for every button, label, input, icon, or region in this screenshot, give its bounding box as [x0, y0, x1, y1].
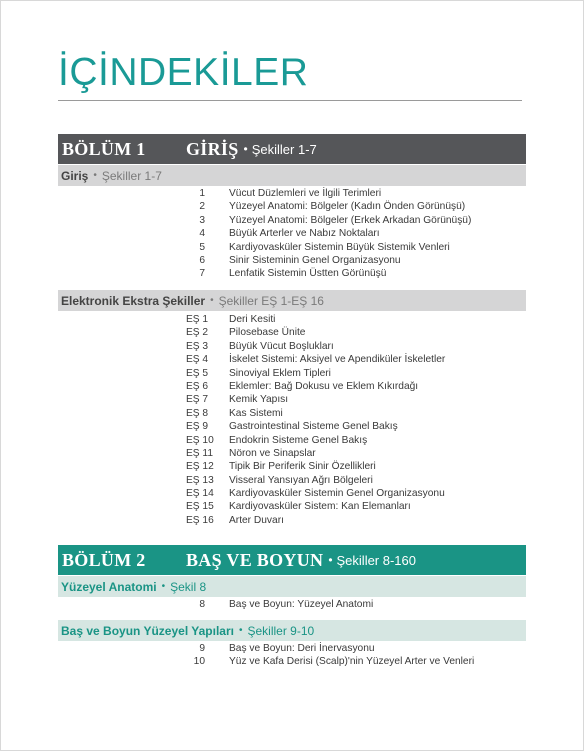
toc-entry[interactable]: [1, 655, 584, 668]
figure-title: Visseral Yansıyan Ağrı Bölgeleri: [229, 474, 373, 486]
figure-title: Nöron ve Sinapslar: [229, 447, 316, 459]
toc-entry[interactable]: [1, 254, 584, 267]
section-header-head-neck-superficial: [58, 620, 526, 641]
figure-number: EŞ 16: [186, 514, 214, 526]
figure-number: 1: [199, 188, 205, 199]
toc-entry[interactable]: [1, 380, 584, 393]
figure-title: Baş ve Boyun: Yüzeyel Anatomi: [229, 599, 374, 610]
toc-entry[interactable]: [1, 326, 584, 339]
toc-entry[interactable]: [1, 487, 584, 500]
figure-number: EŞ 15: [186, 501, 214, 513]
toc-entry[interactable]: [1, 500, 584, 513]
figure-number: EŞ 8: [186, 407, 209, 419]
toc-entry[interactable]: [1, 420, 584, 433]
figure-number: EŞ 6: [186, 380, 209, 392]
figure-number: EŞ 2: [186, 327, 209, 339]
figure-number: 6: [199, 254, 205, 266]
toc-entry[interactable]: [1, 227, 584, 240]
title-divider: [58, 100, 522, 101]
toc-entry[interactable]: [1, 474, 584, 487]
toc-entry[interactable]: [1, 393, 584, 406]
bullet-separator: •: [161, 581, 166, 592]
page-title: İÇİNDEKİLER: [58, 51, 309, 94]
figure-number: EŞ 5: [186, 367, 209, 379]
bullet-separator: •: [328, 553, 333, 567]
figure-title: Tipik Bir Periferik Sinir Özellikleri: [229, 461, 376, 473]
toc-entry[interactable]: [1, 313, 584, 326]
toc-entry[interactable]: [1, 514, 584, 527]
figure-title: Yüzeyel Anatomi: Bölgeler (Kadın Önden Görünüşü): [229, 201, 466, 213]
figure-number: EŞ 7: [186, 394, 209, 406]
figure-title: Deri Kesiti: [229, 314, 276, 325]
chapter-title: GİRİŞ: [186, 138, 239, 159]
section-name: Yüzeyel Anatomi: [61, 579, 157, 594]
toc-entry[interactable]: [1, 407, 584, 420]
figure-title: Eklemler: Bağ Dokusu ve Eklem Kıkırdağı: [229, 380, 419, 392]
toc-entry[interactable]: [1, 367, 584, 380]
section-name: Elektronik Ekstra Şekiller: [61, 293, 206, 308]
figure-number: 7: [199, 268, 205, 280]
figure-number: 4: [199, 228, 205, 240]
chapter-title: BAŞ VE BOYUN: [186, 549, 324, 570]
figure-title: Baş ve Boyun: Deri İnervasyonu: [229, 643, 375, 654]
bullet-separator: •: [210, 295, 214, 306]
figure-number: 8: [199, 599, 205, 610]
section-figure-range: Şekiller 9-10: [247, 623, 315, 638]
figure-title: Vücut Düzlemleri ve İlgili Terimleri: [229, 188, 382, 199]
toc-entry[interactable]: [1, 598, 584, 611]
section-figure-range: Şekiller EŞ 1-EŞ 16: [218, 293, 324, 308]
figure-title: İskelet Sistemi: Aksiyel ve Apendiküler İskeletler: [229, 354, 446, 366]
figure-number: EŞ 13: [186, 474, 214, 486]
figure-number: 3: [199, 214, 205, 226]
figure-title: Sinir Sisteminin Genel Organizasyonu: [229, 254, 401, 266]
toc-entry[interactable]: [1, 642, 584, 655]
figure-title: Büyük Vücut Boşlukları: [229, 340, 334, 352]
figure-title: Kemik Yapısı: [229, 394, 289, 406]
bullet-separator: •: [93, 170, 97, 181]
figure-number: EŞ 14: [186, 488, 214, 500]
figure-title: Kardiyovasküler Sistemin Genel Organizasyonu: [229, 488, 445, 500]
figure-title: Kardiyovasküler Sistem: Kan Elemanları: [229, 501, 411, 513]
section-header-giris: [58, 165, 526, 186]
figure-title: Sinoviyal Eklem Tipleri: [229, 367, 331, 379]
chapter-2-header: [58, 545, 526, 575]
figure-number: EŞ 11: [186, 447, 213, 459]
figure-title: Pilosebase Ünite: [229, 327, 306, 339]
toc-entry[interactable]: [1, 353, 584, 366]
toc-entry[interactable]: [1, 241, 584, 254]
toc-entry[interactable]: [1, 434, 584, 447]
entry-list: [1, 187, 584, 281]
entry-list: [1, 598, 584, 611]
toc-entry[interactable]: [1, 267, 584, 280]
figure-title: Endokrin Sisteme Genel Bakış: [229, 434, 368, 446]
toc-entry[interactable]: [1, 214, 584, 227]
chapter-number: BÖLÜM 2: [62, 549, 146, 570]
section-figure-range: Şekiller 1-7: [101, 168, 162, 183]
figure-title: Yüz ve Kafa Derisi (Scalp)'nin Yüzeyel Arter ve Venleri: [229, 656, 475, 668]
figure-number: EŞ 3: [186, 340, 209, 352]
section-header-surface-anatomy: [58, 576, 526, 597]
figure-number: 2: [199, 201, 205, 213]
section-header-electronic-extra: [58, 290, 526, 311]
figure-number: EŞ 9: [186, 421, 209, 433]
figure-title: Lenfatik Sistemin Üstten Görünüşü: [229, 268, 387, 280]
section-figure-range: Şekil 8: [170, 579, 207, 594]
entry-list: [1, 642, 584, 669]
toc-entry[interactable]: [1, 200, 584, 213]
figure-title: Büyük Arterler ve Nabız Noktaları: [229, 228, 380, 240]
figure-title: Kas Sistemi: [229, 407, 283, 419]
toc-entry[interactable]: [1, 460, 584, 473]
figure-number: EŞ 12: [186, 461, 214, 473]
bullet-separator: •: [238, 625, 243, 636]
chapter-figure-range: Şekiller 8-160: [336, 552, 417, 568]
entry-list: [1, 313, 584, 527]
figure-title: Gastrointestinal Sisteme Genel Bakış: [229, 421, 398, 433]
figure-title: Kardiyovasküler Sistemin Büyük Sistemik Venleri: [229, 241, 450, 253]
figure-title: Arter Duvarı: [229, 514, 284, 526]
figure-number: 10: [193, 656, 205, 668]
chapter-1-header: [58, 134, 526, 164]
section-name: Giriş: [61, 168, 89, 183]
toc-entry[interactable]: [1, 447, 584, 460]
toc-entry[interactable]: [1, 187, 584, 200]
bullet-separator: •: [243, 142, 248, 156]
toc-entry[interactable]: [1, 340, 584, 353]
figure-number: EŞ 10: [186, 434, 214, 446]
figure-number: EŞ 1: [186, 314, 209, 325]
figure-number: EŞ 4: [186, 354, 209, 366]
chapter-figure-range: Şekiller 1-7: [251, 141, 317, 157]
section-name: Baş ve Boyun Yüzeyel Yapıları: [61, 623, 234, 638]
figure-number: 5: [199, 241, 205, 253]
figure-number: 9: [199, 643, 205, 654]
chapter-number: BÖLÜM 1: [62, 138, 146, 159]
figure-title: Yüzeyel Anatomi: Bölgeler (Erkek Arkadan Görünüşü): [229, 214, 472, 226]
